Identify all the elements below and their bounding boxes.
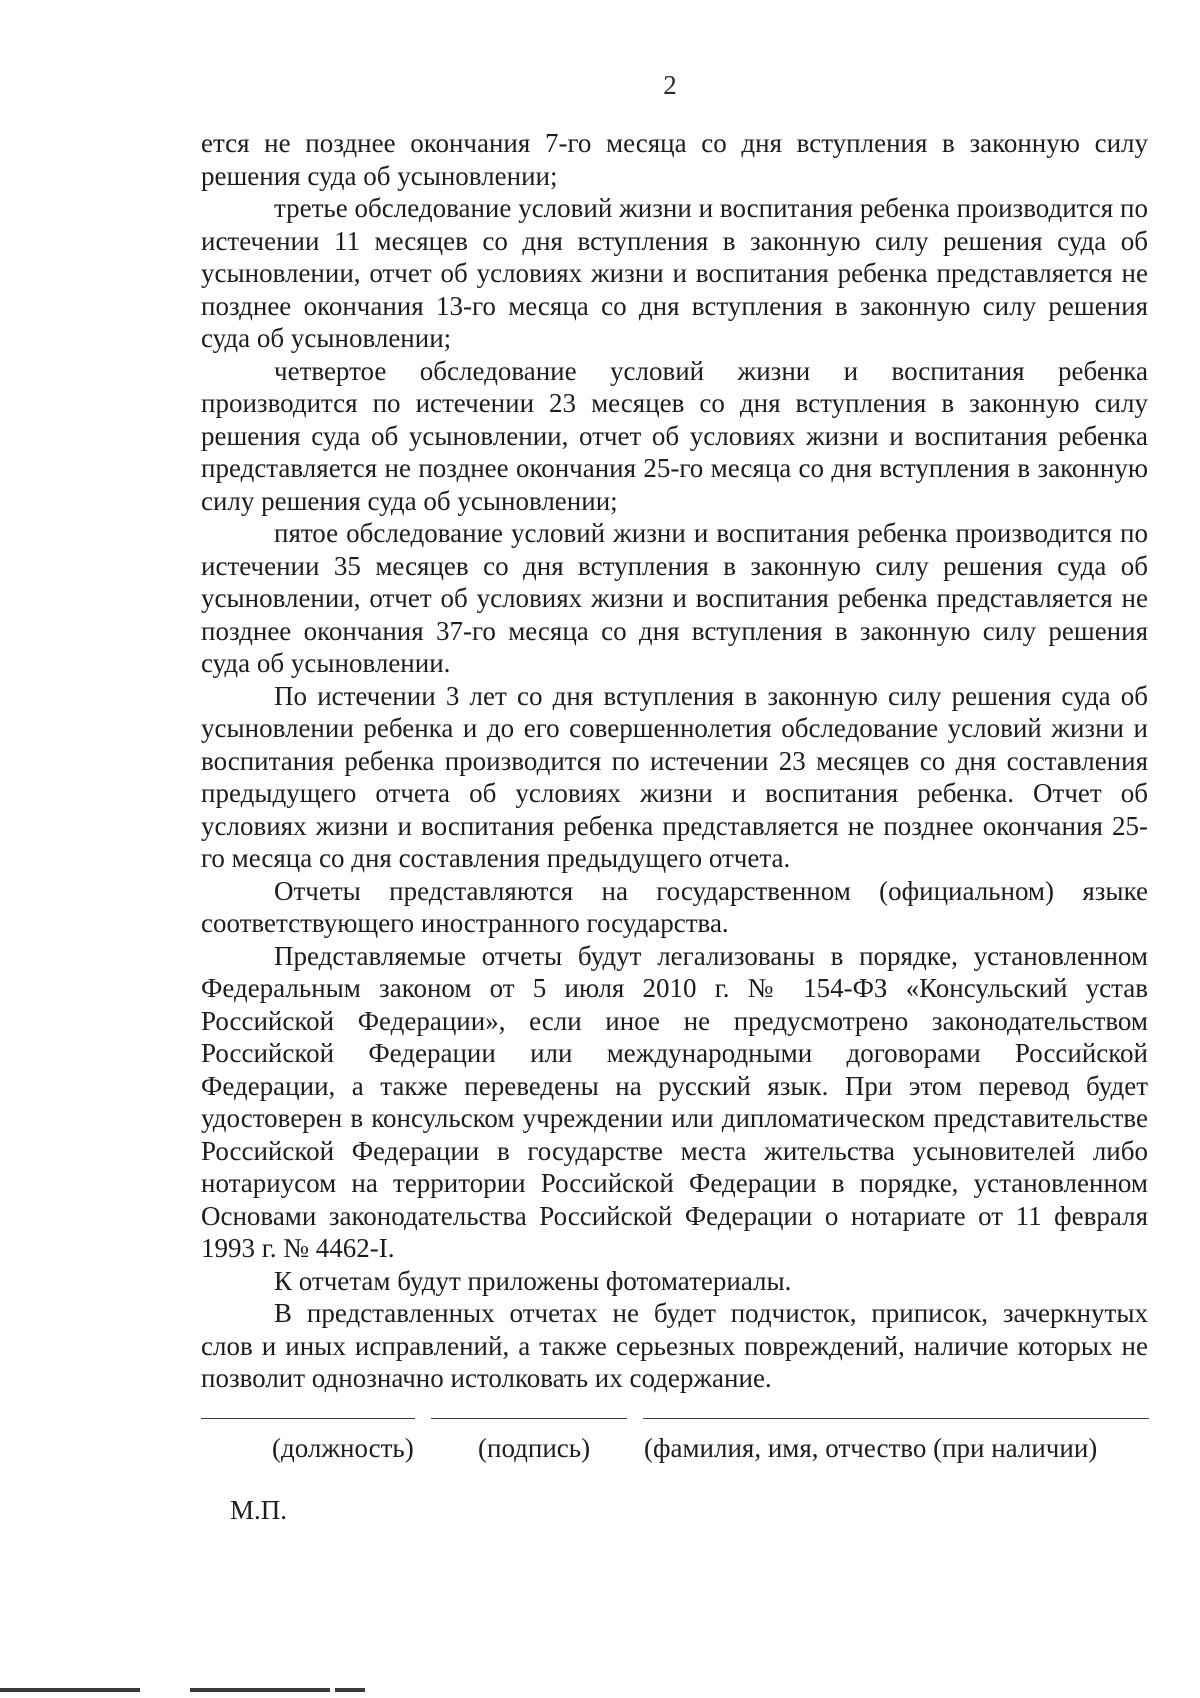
- paragraph-continuation: ется не позднее окончания 7-го месяца со дня вступления в законную силу решения суда об усыновлении;: [201, 128, 1148, 191]
- paragraph-after-three-years: По истечении 3 лет со дня вступления в законную силу решения суда об усыновлении ребенка и до его совершеннолетия обследование условий жизни и воспитания ребенка производится по истечении 23 месяцев со дня составления предыдущего отчета об условиях жизни и воспитания ребенка. Отчет об условиях жизни и воспитания ребенка представляется не позднее окончания 25-го месяца со дня составления предыдущего отчета.: [201, 680, 1148, 873]
- paragraph-photos: К отчетам будут приложены фотоматериалы.: [274, 1265, 792, 1296]
- signature-label: (подпись): [478, 1433, 591, 1463]
- position-label: (должность): [272, 1433, 414, 1463]
- paragraph-legalization: Представляемые отчеты будут легализованы в порядке, установленном Федеральным законом от 5 июля 2010 г. № 154-ФЗ «Консульский устав Российской Федерации», если иное не предусмотрено законодательством Российской Федерации или международными договорами Российской Федерации, а также переведены на русский язык. При этом перевод будет удостоверен в консульском учреждении или дипломатическом представительстве Российской Федерации в государстве места жительства усыновителей либо нотариусом на территории Российской Федерации в порядке, установленном Основами законодательства Российской Федерации о нотариате от 11 февраля 1993 г. № 4462-I.: [201, 940, 1148, 1263]
- signature-lines: [201, 1418, 1151, 1422]
- stamp-place-label: М.П.: [230, 1495, 288, 1525]
- full-name-label: (фамилия, имя, отчество (при наличии): [644, 1433, 1098, 1463]
- page-number: 2: [663, 70, 677, 100]
- scan-edge-mark: [335, 1688, 365, 1692]
- paragraph-no-corrections: В представленных отчетах не будет подчисток, приписок, зачеркнутых слов и иных исправлений, а также серьезных повреждений, наличие которых не позволит однозначно истолковать их содержание.: [201, 1298, 1148, 1393]
- position-line: [201, 1418, 415, 1419]
- paragraph-third-inspection: третье обследование условий жизни и воспитания ребенка производится по истечении 11 месяцев со дня вступления в законную силу решения суда об усыновлении, отчет об условиях жизни и воспитания ребенка представляется не позднее окончания 13-го месяца со дня вступления в законную силу решения суда об усыновлении;: [201, 193, 1148, 353]
- signature-line: [431, 1418, 627, 1419]
- document-body: [201, 127, 1148, 1395]
- paragraph-fifth-inspection: пятое обследование условий жизни и воспитания ребенка производится по истечении 35 месяцев со дня вступления в законную силу решения суда об усыновлении, отчет об условиях жизни и воспитания ребенка представляется не позднее окончания 37-го месяца со дня вступления в законную силу решения суда об усыновлении.: [201, 518, 1148, 678]
- scan-edge-mark: [190, 1688, 330, 1692]
- full-name-line: [643, 1418, 1149, 1419]
- scan-edge-mark: [0, 1688, 140, 1692]
- paragraph-report-language: Отчеты представляются на государственном (официальном) языке соответствующего иностранного государства.: [201, 875, 1148, 938]
- paragraph-fourth-inspection: четвертое обследование условий жизни и воспитания ребенка производится по истечении 23 месяцев со дня вступления в законную силу решения суда об усыновлении, отчет об условиях жизни и воспитания ребенка представляется не позднее окончания 25-го месяца со дня вступления в законную силу решения суда об усыновлении;: [201, 355, 1148, 516]
